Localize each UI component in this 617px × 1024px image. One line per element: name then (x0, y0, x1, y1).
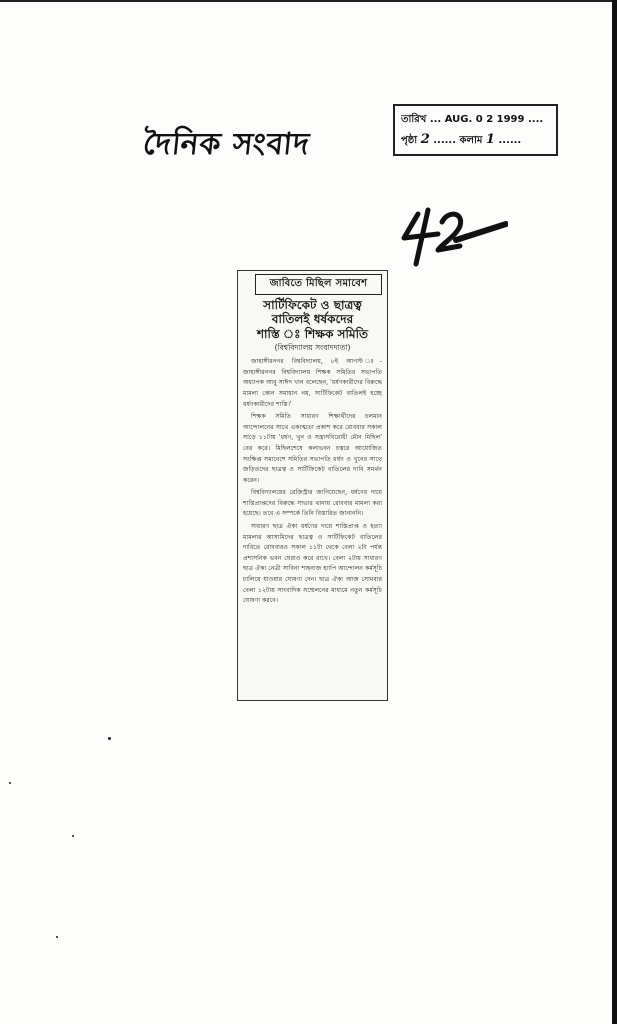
article-byline: (বিশ্ববিদ্যালয় সংবাদদাতা) (274, 343, 351, 353)
scan-speck (9, 782, 11, 784)
stamp-date-value: AUG. 0 2 1999 (444, 114, 525, 125)
headline-line-2: বাতিলই ধর্ষকদের (271, 312, 354, 327)
stamp-date-label: তারিখ (401, 114, 427, 125)
scan-speck (72, 835, 74, 837)
stamp-date-row: তারিখ ... AUG. 0 2 1999 .... (401, 114, 544, 125)
newspaper-masthead: দৈনিক সংবাদ (141, 127, 312, 162)
scan-speck (56, 936, 58, 938)
scan-speck (108, 737, 111, 740)
headline-line-1: সার্টিফিকেট ও ছাত্রত্ব (263, 298, 362, 312)
stamp-page-label: পৃষ্ঠা (401, 135, 418, 146)
article-paragraph-2: শিক্ষক সমিতি সাধারণ শিক্ষার্থীদের চলমান আন্দোলনের সাথে একাত্মতা প্রকাশ করে রোববার সকাল সাড়ে ১১টায় 'ধর্ষণ, খুন ও সন্ত্রাসবিরোধী মৌন মিছিল' বের করে। মিছিলশেষে কলাভবন চত্বরে আয়োজিত সংক্ষিপ্ত সমাবেশে সমিতির সভাপতি ধর্ষণ ও খুনের সাথে জড়িতদের ছাত্রত্ব ও সার্টিফিকেট বাতিলের দাবি সমর্থন করেন। (243, 413, 382, 484)
stamp-page-value: 2 (420, 132, 430, 147)
headline-line-3: শাস্তি ঃ শিক্ষক সমিতি (256, 326, 369, 341)
archive-date-stamp (393, 104, 558, 156)
page-edge-top (0, 0, 617, 2)
stamp-column-label: কলাম (459, 135, 483, 146)
page-edge-right (612, 0, 617, 1024)
article-paragraph-1: জাহাঙ্গীরনগর বিশ্ববিদ্যালয়, ৮ই আগস্ট ঃ- জাহাঙ্গীরনগর বিশ্ববিদ্যালয় শিক্ষক সমিতির সভাপতি অধ্যাপক আবু সাঈদ খান বলেছেন, 'ধর্ষণকারীদের বিরুদ্ধে মামলা কোন সমাধান নয়, সার্টিফিকেট বাতিলই হচ্ছে ধর্ষণকারীদের শাস্তি।' (243, 358, 382, 408)
article-paragraph-3: বিশ্ববিদ্যালয়ের রেজিস্ট্রার জানিয়েছেন, ধর্ষণের দায়ে শাস্তিপ্রাপ্তদের বিরুদ্ধে সাভার থানায় রোববার মামলা করা হয়েছে। তবে এ সম্পর্কে তিনি বিস্তারিত জানাননি। (243, 489, 382, 518)
stamp-column-value: 1 (485, 132, 495, 147)
article-paragraph-4: সাধারণ ছাত্র ঐক্য ধর্ষণের দায়ে শাস্তিপ্রাপ্ত ও হত্যা মামলার আসামিদের ছাত্রত্ব ও সার্টিফিকেট বাতিলের দাবিতে রোববারও সকাল ১১টা থেকে বেলা ২টা পর্যন্ত প্রশাসনিক ভবন ঘেরাও করে রাখে। বেলা ২টায় সাধারণ ছাত্র ঐক্য নেত্রী সাবিনা শাহনাজ হ্যাপি আন্দোলন কর্মসূচি চালিয়ে যাওয়ার ঘোষণা দেন। ছাত্র ঐক্য আজ সোমবার বেলা ১২টায় সাংবাদিক সম্মেলনের মাধ্যমে নতুন কর্মসূচি ঘোষণা করবে। (243, 523, 382, 605)
article-kicker: জাবিতে মিছিল সমাবেশ (255, 274, 382, 295)
stamp-page-row: পৃষ্ঠা 2 ...... কলাম 1 ...... (401, 132, 522, 147)
handwritten-page-number (398, 200, 508, 270)
newspaper-clipping (237, 270, 388, 701)
